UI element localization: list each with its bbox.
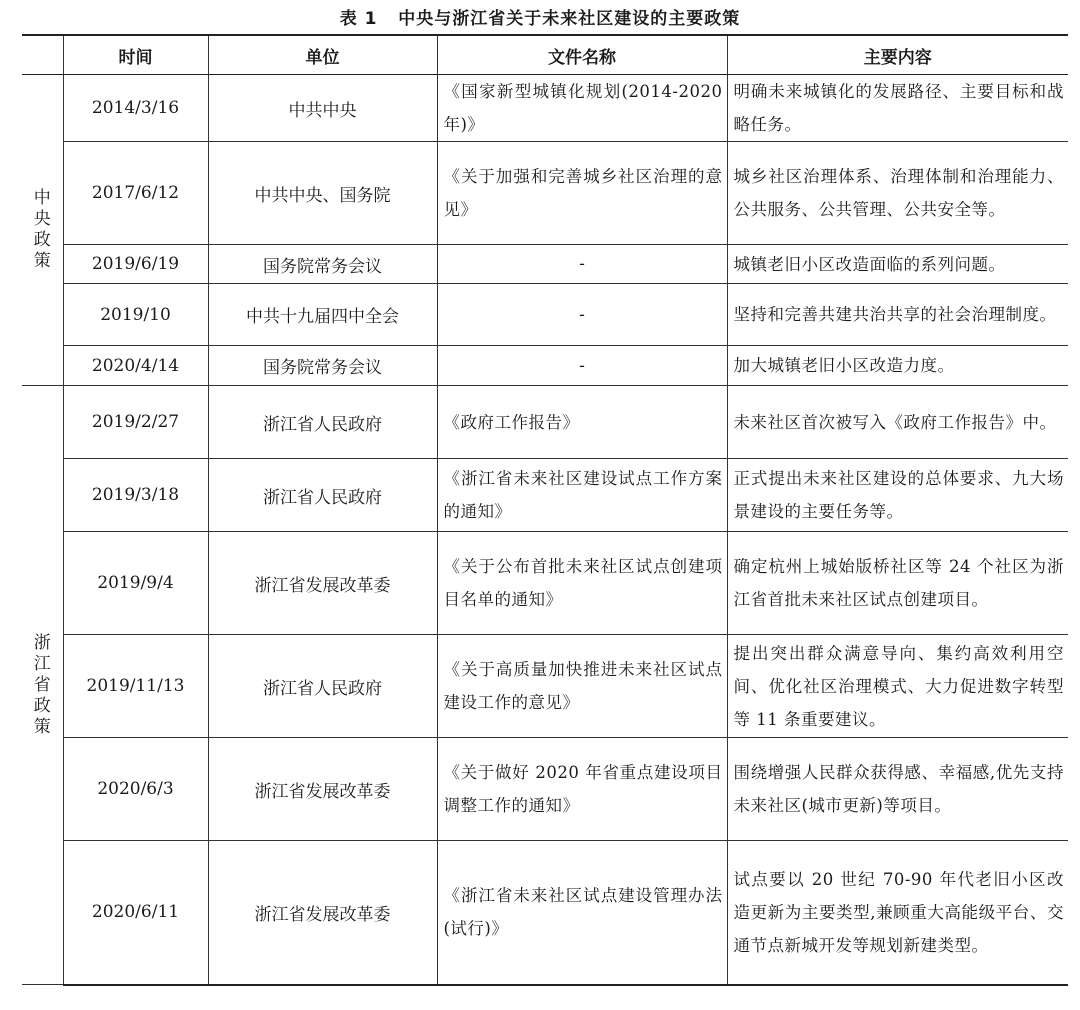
header-group xyxy=(22,35,63,75)
time-cell: 2020/4/14 xyxy=(63,346,208,386)
content-cell: 加大城镇老旧小区改造力度。 xyxy=(727,346,1068,386)
time-cell: 2017/6/12 xyxy=(63,142,208,245)
unit-cell: 浙江省人民政府 xyxy=(208,386,437,459)
time-cell: 2019/11/13 xyxy=(63,635,208,738)
table-row xyxy=(22,532,1068,635)
group-label-zhejiang: 浙 江 省 政 策 xyxy=(22,386,63,985)
doc-cell: 《政府工作报告》 xyxy=(437,386,727,459)
time-cell: 2019/6/19 xyxy=(63,245,208,284)
header-row xyxy=(22,35,1068,75)
unit-cell: 中共中央、国务院 xyxy=(208,142,437,245)
table-row xyxy=(22,346,1068,386)
doc-cell: 《关于公布首批未来社区试点创建项目名单的通知》 xyxy=(437,532,727,635)
table-caption: 表 1 中央与浙江省关于未来社区建设的主要政策 xyxy=(339,9,741,29)
content-cell: 城乡社区治理体系、治理体制和治理能力、公共服务、公共管理、公共安全等。 xyxy=(727,142,1068,245)
doc-cell: 《关于做好 2020 年省重点建设项目调整工作的通知》 xyxy=(437,738,727,841)
header-time: 时间 xyxy=(63,35,208,75)
content-cell: 确定杭州上城始版桥社区等 24 个社区为浙江省首批未来社区试点创建项目。 xyxy=(727,532,1068,635)
table-row xyxy=(22,75,1068,142)
content-cell: 明确未来城镇化的发展路径、主要目标和战略任务。 xyxy=(727,75,1068,142)
header-doc: 文件名称 xyxy=(437,35,727,75)
group-label-central: 中 央 政 策 xyxy=(22,75,63,386)
content-cell: 围绕增强人民群众获得感、幸福感,优先支持未来社区(城市更新)等项目。 xyxy=(727,738,1068,841)
doc-cell: 《关于高质量加快推进未来社区试点建设工作的意见》 xyxy=(437,635,727,738)
table-row xyxy=(22,142,1068,245)
policy-table xyxy=(22,34,1068,986)
doc-cell: - xyxy=(437,346,727,386)
time-cell: 2020/6/3 xyxy=(63,738,208,841)
unit-cell: 中共中央 xyxy=(208,75,437,142)
doc-cell: 《浙江省未来社区建设试点工作方案的通知》 xyxy=(437,459,727,532)
unit-cell: 中共十九届四中全会 xyxy=(208,284,437,346)
header-unit: 单位 xyxy=(208,35,437,75)
unit-cell: 浙江省人民政府 xyxy=(208,459,437,532)
table-row xyxy=(22,284,1068,346)
time-cell: 2019/2/27 xyxy=(63,386,208,459)
unit-cell: 浙江省人民政府 xyxy=(208,635,437,738)
table-row xyxy=(22,386,1068,459)
time-cell: 2014/3/16 xyxy=(63,75,208,142)
table-row xyxy=(22,459,1068,532)
content-cell: 提出突出群众满意导向、集约高效利用空间、优化社区治理模式、大力促进数字转型等 11 条重要建议。 xyxy=(727,635,1068,738)
doc-cell: - xyxy=(437,245,727,284)
unit-cell: 浙江省发展改革委 xyxy=(208,841,437,985)
unit-cell: 国务院常务会议 xyxy=(208,245,437,284)
doc-cell: 《关于加强和完善城乡社区治理的意见》 xyxy=(437,142,727,245)
table-row xyxy=(22,841,1068,985)
table-row xyxy=(22,635,1068,738)
content-cell: 试点要以 20 世纪 70-90 年代老旧小区改造更新为主要类型,兼顾重大高能级平台、交通节点新城开发等规划新建类型。 xyxy=(727,841,1068,985)
time-cell: 2019/10 xyxy=(63,284,208,346)
time-cell: 2019/9/4 xyxy=(63,532,208,635)
doc-cell: 《浙江省未来社区试点建设管理办法(试行)》 xyxy=(437,841,727,985)
table-row xyxy=(22,738,1068,841)
time-cell: 2020/6/11 xyxy=(63,841,208,985)
unit-cell: 国务院常务会议 xyxy=(208,346,437,386)
doc-cell: - xyxy=(437,284,727,346)
doc-cell: 《国家新型城镇化规划(2014-2020 年)》 xyxy=(437,75,727,142)
table-row xyxy=(22,245,1068,284)
unit-cell: 浙江省发展改革委 xyxy=(208,532,437,635)
time-cell: 2019/3/18 xyxy=(63,459,208,532)
content-cell: 坚持和完善共建共治共享的社会治理制度。 xyxy=(727,284,1068,346)
content-cell: 城镇老旧小区改造面临的系列问题。 xyxy=(727,245,1068,284)
content-cell: 未来社区首次被写入《政府工作报告》中。 xyxy=(727,386,1068,459)
unit-cell: 浙江省发展改革委 xyxy=(208,738,437,841)
content-cell: 正式提出未来社区建设的总体要求、九大场景建设的主要任务等。 xyxy=(727,459,1068,532)
header-content: 主要内容 xyxy=(727,35,1068,75)
